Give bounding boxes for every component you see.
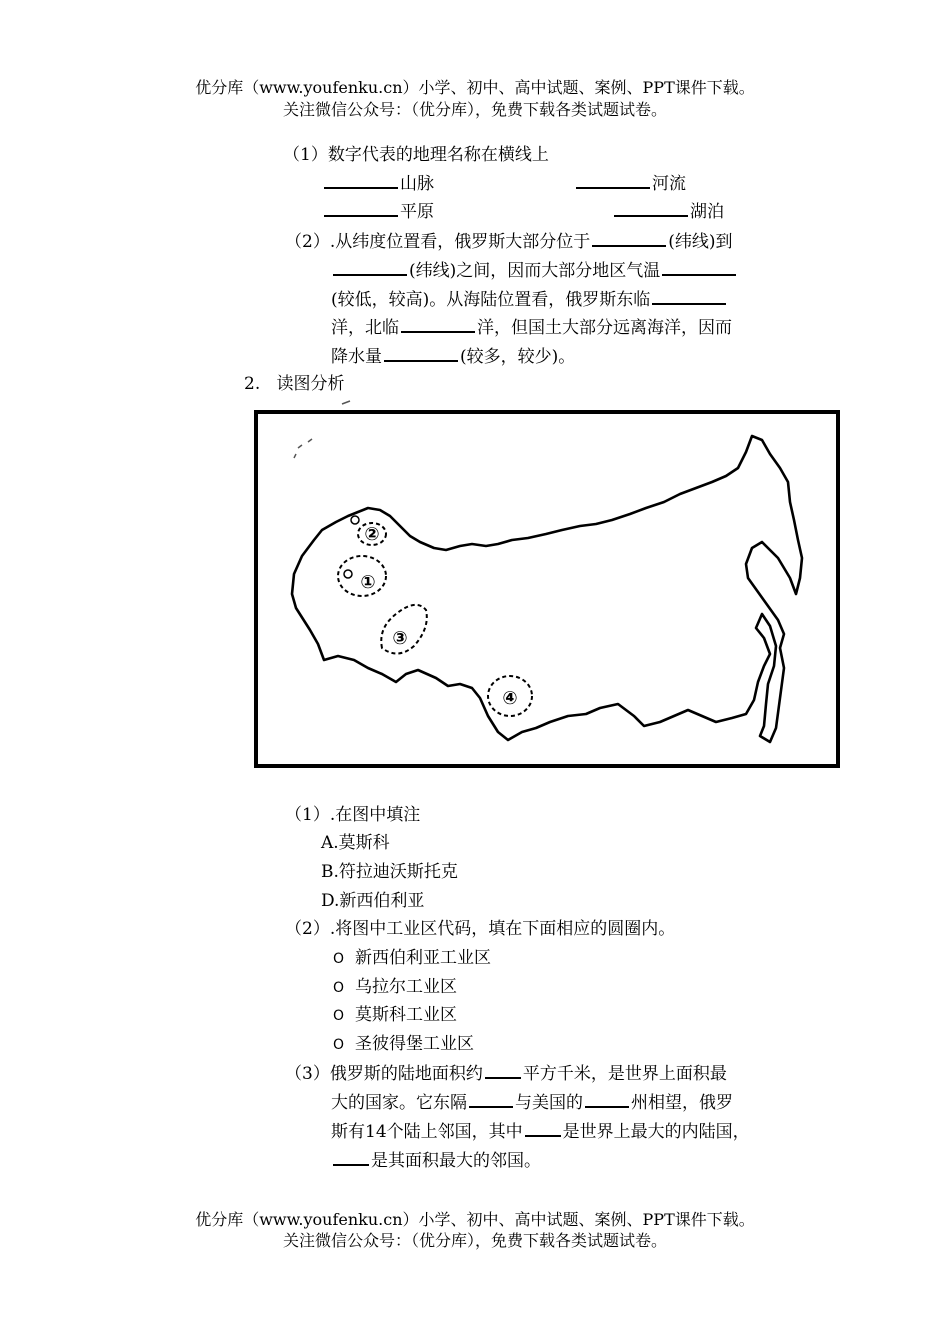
text: （2）.从纬度位置看，俄罗斯大部分位于	[285, 232, 591, 252]
q1-lake-row	[612, 200, 724, 223]
header-line-2: 关注微信公众号：（优分库），免费下载各类试题试卷。	[282, 100, 667, 119]
region-4-marker	[488, 676, 532, 716]
q2-sub2-item	[333, 947, 491, 970]
coast-dot	[351, 516, 359, 524]
map-marker-label: ④	[502, 688, 518, 709]
answer-blank[interactable]	[652, 288, 726, 305]
text: 圣彼得堡工业区	[355, 1034, 474, 1054]
region-2-marker	[358, 523, 386, 545]
q2-sub2-item	[333, 1004, 457, 1027]
text: 洋，但国土大部分远离海洋，因而	[477, 318, 732, 338]
answer-circle[interactable]: O	[333, 1037, 345, 1053]
region-1-marker	[338, 556, 386, 596]
q2-title	[244, 373, 344, 395]
map-marker-label: ②	[364, 524, 380, 545]
q1-part2-line2	[331, 259, 738, 282]
answer-circle[interactable]: O	[333, 1008, 345, 1024]
text: 大的国家。它东隔	[331, 1093, 467, 1113]
footer-line-1: 优分库（www.youfenku.cn）小学、初中、高中试题、案例、PPT课件下载。	[195, 1210, 755, 1229]
map-frame	[256, 412, 838, 766]
map-marker-label: ①	[360, 572, 376, 593]
q2-sub2-item	[333, 1033, 474, 1056]
q2-sub2-title: （2）.将图中工业区代码，填在下面相应的圆圈内。	[285, 919, 676, 939]
answer-circle[interactable]: O	[333, 951, 345, 967]
text: 降水量	[331, 347, 382, 367]
answer-blank[interactable]	[401, 316, 475, 333]
q2-sub1-item: B.符拉迪沃斯托克	[321, 862, 458, 882]
header-line-1: 优分库（www.youfenku.cn）小学、初中、高中试题、案例、PPT课件下载。	[195, 78, 755, 97]
answer-blank[interactable]	[592, 230, 666, 247]
q1-plain-row	[322, 200, 434, 223]
text: (较低，较高)。从海陆位置看，俄罗斯东临	[331, 290, 651, 310]
text: 莫斯科工业区	[355, 1005, 457, 1025]
text: 平方千米，是世界上面积最	[522, 1064, 727, 1084]
map-corner-scribble	[294, 401, 350, 458]
q2-sub3-line3	[331, 1120, 750, 1143]
footer-line-2: 关注微信公众号：（优分库），免费下载各类试题试卷。	[282, 1231, 667, 1250]
answer-blank[interactable]	[614, 200, 688, 217]
answer-blank[interactable]	[324, 200, 398, 217]
text: 州相望，俄罗	[631, 1093, 733, 1113]
plain-label: 平原	[400, 202, 434, 222]
q2-sub1-title: （1）.在图中填注	[285, 805, 421, 825]
answer-blank[interactable]	[576, 172, 650, 189]
answer-blank[interactable]	[333, 1149, 369, 1166]
q2-title-text: 读图分析	[276, 374, 345, 394]
text: (纬线)之间，因而大部分地区气温	[409, 261, 661, 281]
map-marker-label: ③	[392, 628, 408, 649]
answer-blank[interactable]	[585, 1091, 629, 1108]
lake-label: 湖泊	[690, 202, 724, 222]
answer-blank[interactable]	[333, 259, 407, 276]
text: 与美国的	[515, 1093, 583, 1113]
answer-blank[interactable]	[485, 1062, 521, 1079]
q2-sub3-line1	[285, 1062, 727, 1085]
q2-number: 2.	[244, 374, 261, 394]
q1-part1-title: （1）数字代表的地理名称在横线上	[283, 145, 549, 165]
answer-blank[interactable]	[525, 1120, 561, 1137]
q1-part2-line5	[331, 345, 575, 368]
q2-sub2-item	[333, 976, 457, 999]
answer-circle[interactable]: O	[333, 980, 345, 996]
answer-blank[interactable]	[662, 259, 736, 276]
region-3-marker	[381, 605, 427, 654]
text: 洋，北临	[331, 318, 399, 338]
text: 是世界上最大的内陆国，	[562, 1122, 750, 1142]
q1-river-row	[574, 172, 686, 195]
q1-part2-line1	[285, 230, 733, 253]
text: (较多，较少)。	[460, 347, 576, 367]
answer-blank[interactable]	[469, 1091, 513, 1108]
q2-sub3-line2	[331, 1091, 733, 1114]
q1-mountains-row	[322, 172, 434, 195]
text: 乌拉尔工业区	[355, 977, 457, 997]
answer-blank[interactable]	[324, 172, 398, 189]
answer-blank[interactable]	[384, 345, 458, 362]
text: （3）俄罗斯的陆地面积约	[285, 1064, 483, 1084]
q1-part2-line3	[331, 288, 728, 311]
river-label: 河流	[652, 174, 686, 194]
text: (纬线)到	[668, 232, 733, 252]
russia-map	[250, 398, 850, 778]
q1-part2-line4	[331, 316, 732, 339]
mountains-label: 山脉	[400, 174, 434, 194]
q2-sub1-item: D.新西伯利亚	[321, 891, 425, 911]
q2-sub1-item: A.莫斯科	[321, 833, 390, 853]
text: 是其面积最大的邻国。	[371, 1151, 541, 1171]
text: 新西伯利亚工业区	[355, 948, 491, 968]
text: 斯有14个陆上邻国，其中	[331, 1122, 523, 1142]
q2-sub3-line4	[331, 1149, 541, 1172]
